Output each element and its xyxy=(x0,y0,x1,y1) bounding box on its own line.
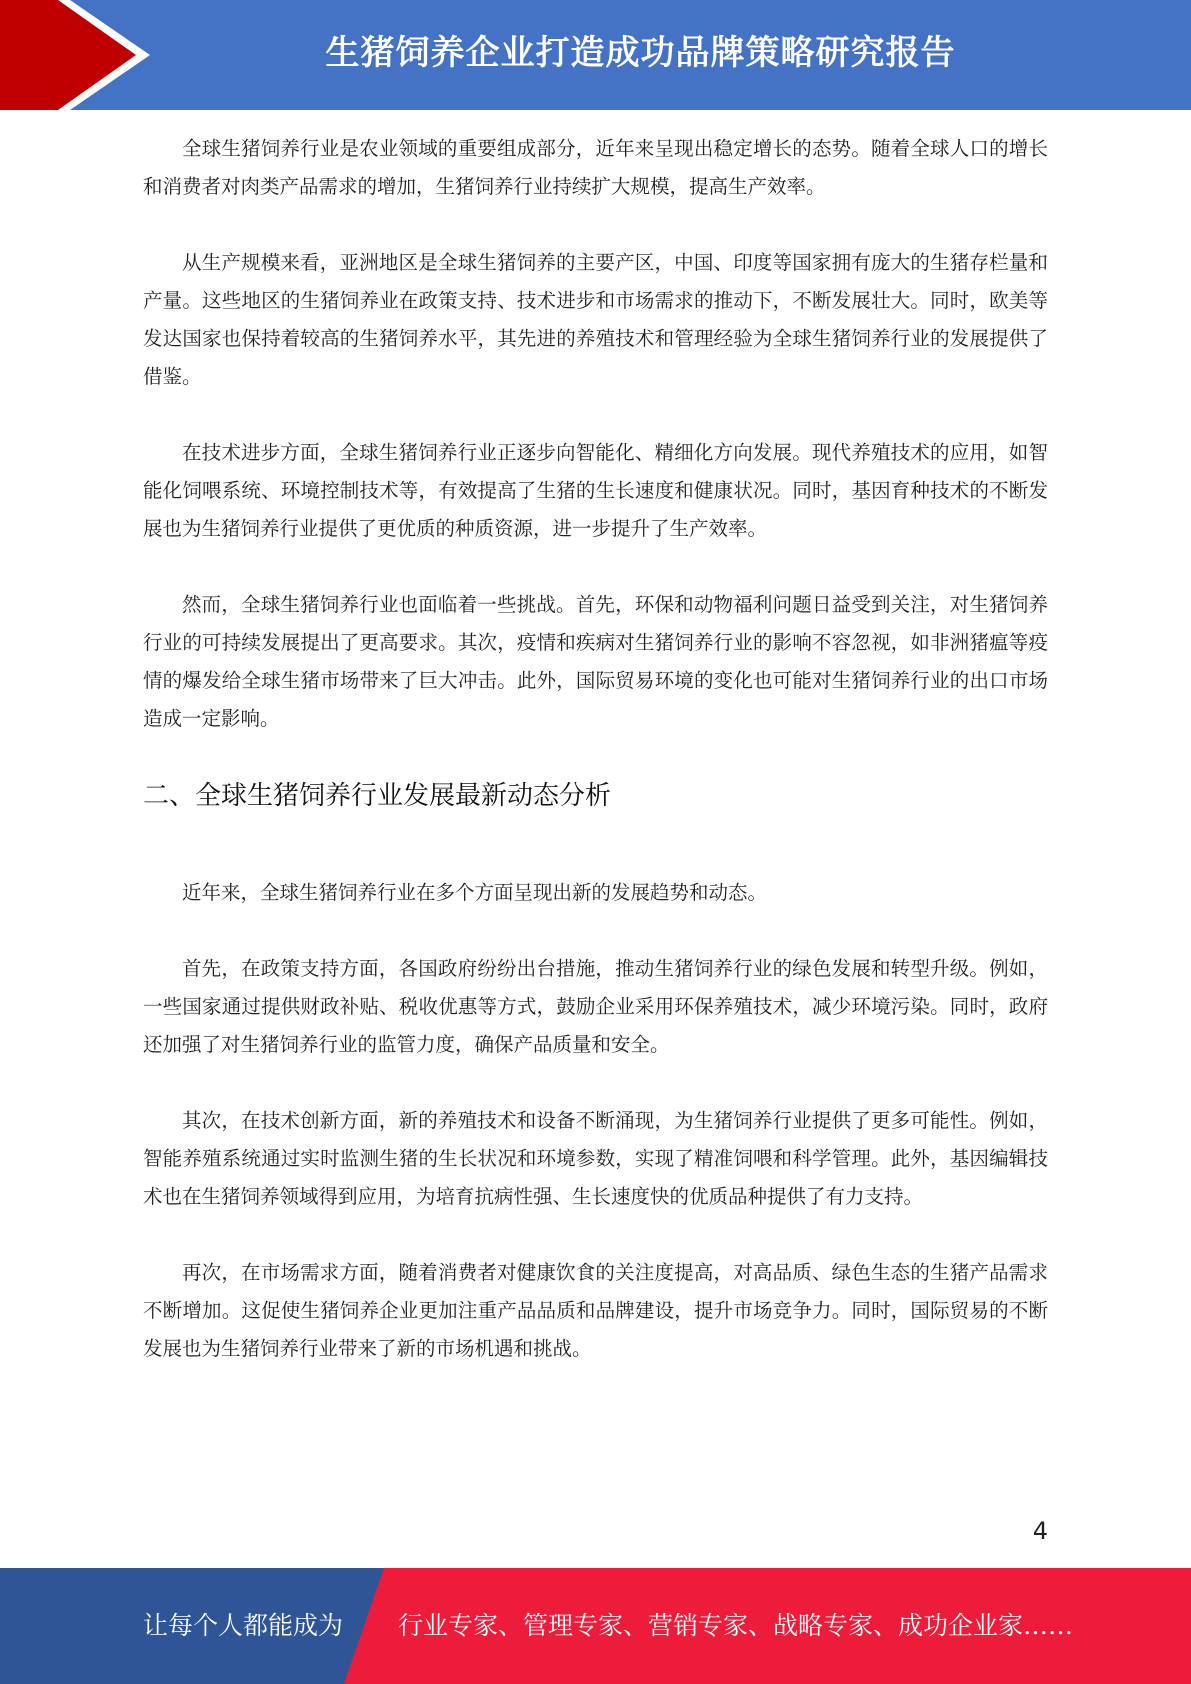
section-heading: 二、全球生猪饲养行业发展最新动态分析 xyxy=(143,781,612,811)
page-number: 4 xyxy=(1032,1517,1048,1545)
header-banner xyxy=(0,0,1191,110)
section-paragraph-3: 其次，在技术创新方面，新的养殖技术和设备不断涌现，为生猪饲养行业提供了更多可能性。例如，智能养殖系统通过实时监测生猪的生长状况和环境参数，实现了精准饲喂和科学管理。此外，基因编辑技术也在生猪饲养领域得到应用，为培育抗病性强、生长速度快的优质品种提供了有力支持。 xyxy=(143,1109,1048,1208)
section-paragraph-4: 再次，在市场需求方面，随着消费者对健康饮食的关注度提高，对高品质、绿色生态的生猪产品需求不断增加。这促使生猪饲养企业更加注重产品品质和品牌建设，提升市场竞争力。同时，国际贸易的不断发展也为生猪饲养行业带来了新的市场机遇和挑战。 xyxy=(143,1261,1048,1360)
intro-paragraph-4: 然而，全球生猪饲养行业也面临着一些挑战。首先，环保和动物福利问题日益受到关注，对生猪饲养行业的可持续发展提出了更高要求。其次，疫情和疾病对生猪饲养行业的影响不容忽视，如非洲猪瘟等疫情的爆发给全球生猪市场带来了巨大冲击。此外，国际贸易环境的变化也可能对生猪饲养行业的出口市场造成一定影响。 xyxy=(143,593,1048,730)
intro-paragraph-1: 全球生猪饲养行业是农业领域的重要组成部分，近年来呈现出稳定增长的态势。随着全球人口的增长和消费者对肉类产品需求的增加，生猪饲养行业持续扩大规模，提高生产效率。 xyxy=(143,137,1048,198)
report-body xyxy=(143,130,1048,1406)
report-title: 生猪饲养企业打造成功品牌策略研究报告 xyxy=(325,33,956,73)
section-paragraph-2: 首先，在政策支持方面，各国政府纷纷出台措施，推动生猪饲养行业的绿色发展和转型升级。例如，一些国家通过提供财政补贴、税收优惠等方式，鼓励企业采用环保养殖技术，减少环境污染。同时，政府还加强了对生猪饲养行业的监管力度，确保产品质量和安全。 xyxy=(143,957,1048,1056)
footer-banner xyxy=(0,1568,1191,1684)
footer-slogan-left: 让每个人都能成为 xyxy=(143,1611,344,1640)
section-paragraph-1: 近年来，全球生猪饲养行业在多个方面呈现出新的发展趋势和动态。 xyxy=(182,881,768,904)
intro-paragraph-3: 在技术进步方面，全球生猪饲养行业正逐步向智能化、精细化方向发展。现代养殖技术的应用，如智能化饲喂系统、环境控制技术等，有效提高了生猪的生长速度和健康状况。同时，基因育种技术的不断发展也为生猪饲养行业提供了更优质的种质资源，进一步提升了生产效率。 xyxy=(143,441,1048,540)
intro-paragraph-2: 从生产规模来看，亚洲地区是全球生猪饲养的主要产区，中国、印度等国家拥有庞大的生猪存栏量和产量。这些地区的生猪饲养业在政策支持、技术进步和市场需求的推动下，不断发展壮大。同时，欧美等发达国家也保持着较高的生猪饲养水平，其先进的养殖技术和管理经验为全球生猪饲养行业的发展提供了借鉴。 xyxy=(143,251,1048,388)
footer-slogan-right: 行业专家、管理专家、营销专家、战略专家、成功企业家…… xyxy=(398,1611,1074,1640)
